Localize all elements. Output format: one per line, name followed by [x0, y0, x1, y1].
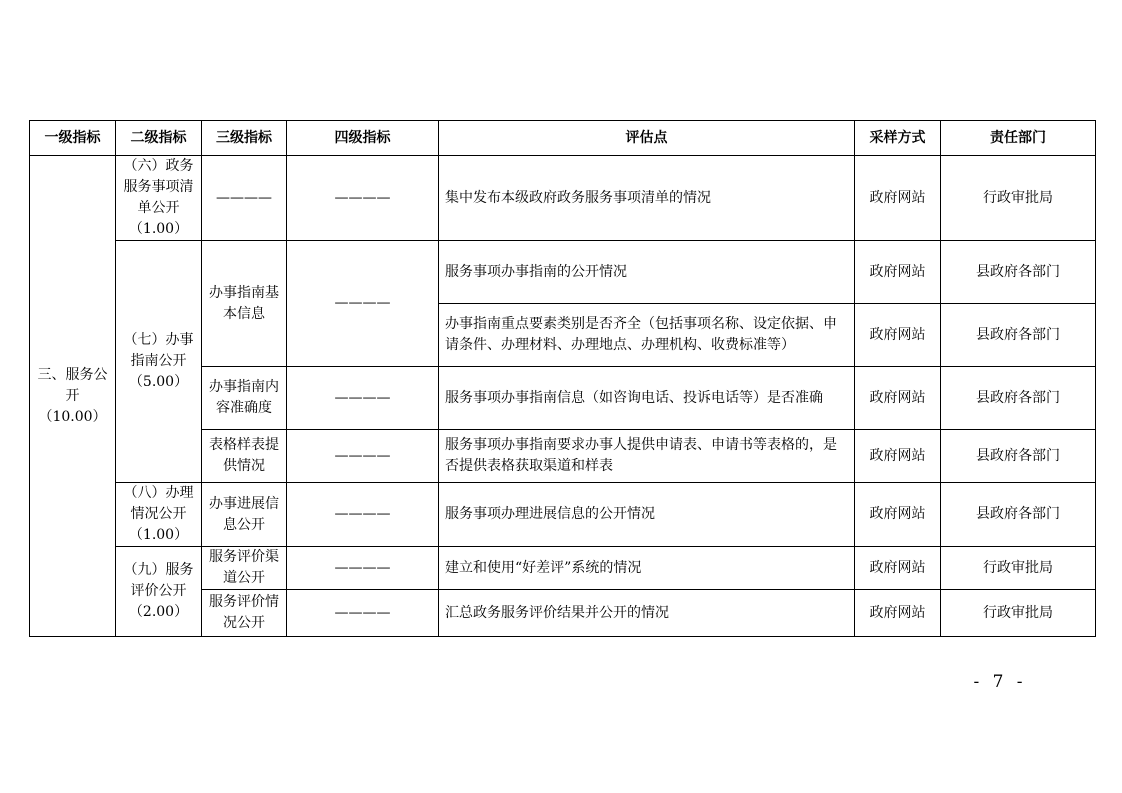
- header-level1: 一级指标: [30, 121, 116, 156]
- evaluation-point-cell: 服务事项办事指南信息（如咨询电话、投诉电话等）是否准确: [439, 367, 855, 430]
- level3-cell: 服务评价情况公开: [202, 590, 287, 637]
- level2-cell: （七）办事指南公开（5.00）: [116, 241, 202, 483]
- evaluation-point-cell: 服务事项办事指南的公开情况: [439, 241, 855, 304]
- table-row: [30, 156, 1096, 241]
- sampling-method-cell: 政府网站: [855, 304, 941, 367]
- level3-cell: ————: [202, 156, 287, 241]
- evaluation-point-cell: 建立和使用“好差评”系统的情况: [439, 547, 855, 590]
- sampling-method-cell: 政府网站: [855, 547, 941, 590]
- level4-cell: ————: [287, 430, 439, 483]
- level4-cell: ————: [287, 367, 439, 430]
- header-responsible-dept: 责任部门: [941, 121, 1096, 156]
- responsible-dept-cell: 行政审批局: [941, 156, 1096, 241]
- level2-cell: （八）办理情况公开（1.00）: [116, 483, 202, 547]
- evaluation-point-cell: 集中发布本级政府政务服务事项清单的情况: [439, 156, 855, 241]
- header-evaluation-point: 评估点: [439, 121, 855, 156]
- responsible-dept-cell: 县政府各部门: [941, 304, 1096, 367]
- level3-cell: 办事进展信息公开: [202, 483, 287, 547]
- level2-cell: （九）服务评价公开（2.00）: [116, 547, 202, 637]
- level2-cell: （六）政务服务事项清单公开（1.00）: [116, 156, 202, 241]
- level4-cell: ————: [287, 483, 439, 547]
- responsible-dept-cell: 县政府各部门: [941, 241, 1096, 304]
- evaluation-point-cell: 服务事项办理进展信息的公开情况: [439, 483, 855, 547]
- sampling-method-cell: 政府网站: [855, 367, 941, 430]
- sampling-method-cell: 政府网站: [855, 430, 941, 483]
- responsible-dept-cell: 县政府各部门: [941, 430, 1096, 483]
- sampling-method-cell: 政府网站: [855, 590, 941, 637]
- table-row: [30, 241, 1096, 304]
- header-sampling-method: 采样方式: [855, 121, 941, 156]
- level1-cell: 三、服务公开（10.00）: [30, 156, 116, 637]
- table-row: [30, 547, 1096, 590]
- table-row: [30, 483, 1096, 547]
- header-level3: 三级指标: [202, 121, 287, 156]
- evaluation-point-cell: 服务事项办事指南要求办事人提供申请表、申请书等表格的，是否提供表格获取渠道和样表: [439, 430, 855, 483]
- level3-cell: 办事指南内容准确度: [202, 367, 287, 430]
- level4-cell: ————: [287, 156, 439, 241]
- evaluation-point-cell: 汇总政务服务评价结果并公开的情况: [439, 590, 855, 637]
- responsible-dept-cell: 行政审批局: [941, 590, 1096, 637]
- level3-cell: 服务评价渠道公开: [202, 547, 287, 590]
- level3-cell: 办事指南基本信息: [202, 241, 287, 367]
- sampling-method-cell: 政府网站: [855, 483, 941, 547]
- level4-cell: ————: [287, 241, 439, 367]
- responsible-dept-cell: 县政府各部门: [941, 367, 1096, 430]
- table-header-row: [30, 121, 1096, 156]
- header-level2: 二级指标: [116, 121, 202, 156]
- responsible-dept-cell: 县政府各部门: [941, 483, 1096, 547]
- evaluation-point-cell: 办事指南重点要素类别是否齐全（包括事项名称、设定依据、申请条件、办理材料、办理地点、办理机构、收费标准等）: [439, 304, 855, 367]
- page-number: - 7 -: [973, 672, 1027, 692]
- sampling-method-cell: 政府网站: [855, 156, 941, 241]
- level4-cell: ————: [287, 590, 439, 637]
- sampling-method-cell: 政府网站: [855, 241, 941, 304]
- level4-cell: ————: [287, 547, 439, 590]
- responsible-dept-cell: 行政审批局: [941, 547, 1096, 590]
- indicator-table: [29, 120, 1096, 637]
- level3-cell: 表格样表提供情况: [202, 430, 287, 483]
- header-level4: 四级指标: [287, 121, 439, 156]
